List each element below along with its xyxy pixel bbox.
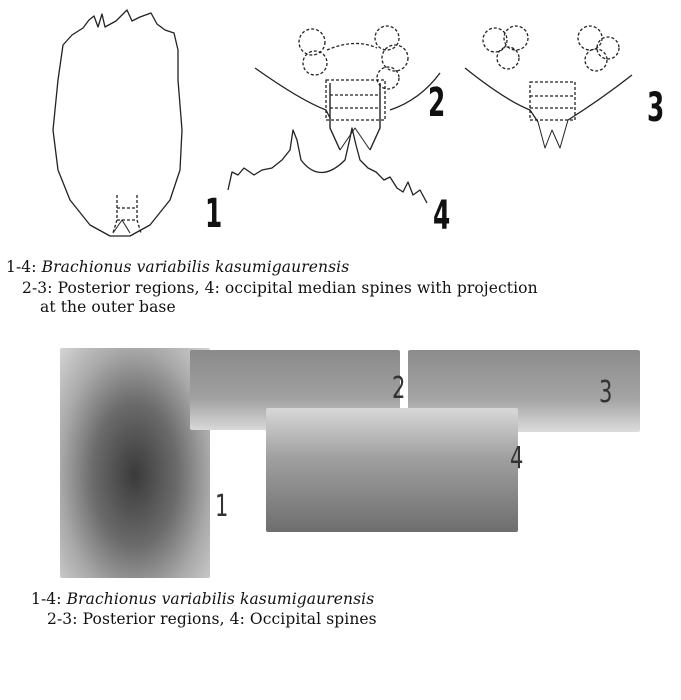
- photo-label-2: 2: [392, 371, 406, 406]
- caption-top-prefix: 1-4:: [6, 258, 42, 276]
- photo-label-3: 3: [599, 375, 613, 410]
- line-drawings: [0, 0, 681, 250]
- fig2-outline: [255, 68, 440, 118]
- caption-bottom-line2: 2-3: Posterior regions, 4: Occipital spines: [47, 610, 377, 628]
- fig3-outline: [465, 68, 632, 122]
- caption-top-species: Brachionus variabilis kasumigaurensis: [41, 258, 350, 276]
- caption-top-line3: at the outer base: [40, 298, 176, 316]
- drawing-label-4: 4: [433, 193, 451, 239]
- drawing-label-2: 2: [428, 80, 446, 126]
- caption-bottom-line1: [31, 590, 374, 608]
- drawing-label-3: 3: [647, 85, 665, 131]
- photo-1-whole-lorica: [60, 348, 210, 578]
- caption-bottom-prefix: 1-4:: [31, 590, 67, 608]
- fig4-outline: [228, 128, 427, 203]
- drawing-label-1: 1: [205, 191, 223, 237]
- photo-4-occipital-spines: [266, 408, 518, 532]
- caption-top-line1: [6, 258, 349, 276]
- caption-bottom-species: Brachionus variabilis kasumigaurensis: [66, 590, 375, 608]
- photo-label-4: 4: [510, 441, 524, 476]
- caption-top-line2: 2-3: Posterior regions, 4: occipital median spines with projection: [22, 279, 538, 297]
- photo-label-1: 1: [215, 489, 229, 524]
